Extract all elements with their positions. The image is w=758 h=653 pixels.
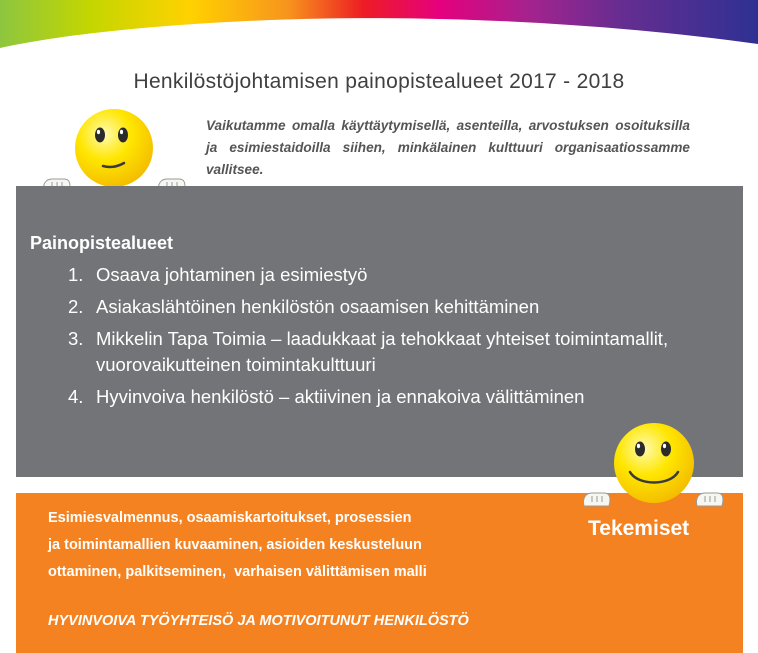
actions-line: ottaminen, palkitseminen, varhaisen välittämisen malli xyxy=(48,564,427,580)
actions-text xyxy=(48,505,518,586)
list-number: 2. xyxy=(68,296,84,317)
list-item xyxy=(16,384,696,410)
actions-label: Tekemiset xyxy=(588,517,690,540)
happy-smiley-icon xyxy=(580,422,728,508)
list-text: Hyvinvoiva henkilöstö – aktiivinen ja ennakoiva välittäminen xyxy=(96,386,585,407)
list-text: Osaava johtaminen ja esimiestyö xyxy=(96,264,368,285)
list-item xyxy=(16,326,676,378)
list-number: 3. xyxy=(68,328,84,349)
actions-tagline: HYVINVOIVA TYÖYHTEISÖ JA MOTIVOITUNUT HENKILÖSTÖ xyxy=(48,613,469,629)
focus-areas-list xyxy=(16,262,696,416)
intro-text: Vaikutamme omalla käyttäytymisellä, asenteilla, arvostuksen osoituksilla ja esimiestaidoilla siihen, minkälainen kulttuuri organisaatiossamme vallitsee. xyxy=(206,118,690,177)
list-text: Mikkelin Tapa Toimia – laadukkaat ja tehokkaat yhteiset toimintamallit, vuorovaikutteinen toimintakulttuuri xyxy=(96,328,669,375)
list-number: 4. xyxy=(68,386,84,407)
list-item xyxy=(16,262,696,288)
focus-areas-heading: Painopistealueet xyxy=(30,233,174,253)
page-title: Henkilöstöjohtamisen painopistealueet 2017 - 2018 xyxy=(133,70,625,93)
list-text: Asiakaslähtöinen henkilöstön osaamisen kehittäminen xyxy=(96,296,540,317)
actions-line: Esimiesvalmennus, osaamiskartoitukset, prosessien xyxy=(48,510,412,526)
thinking-smiley-icon xyxy=(40,108,188,194)
list-number: 1. xyxy=(68,264,84,285)
list-item xyxy=(16,294,696,320)
actions-panel xyxy=(16,493,743,653)
actions-line: ja toimintamallien kuvaaminen, asioiden keskusteluun xyxy=(48,537,422,553)
rainbow-banner xyxy=(0,0,758,60)
